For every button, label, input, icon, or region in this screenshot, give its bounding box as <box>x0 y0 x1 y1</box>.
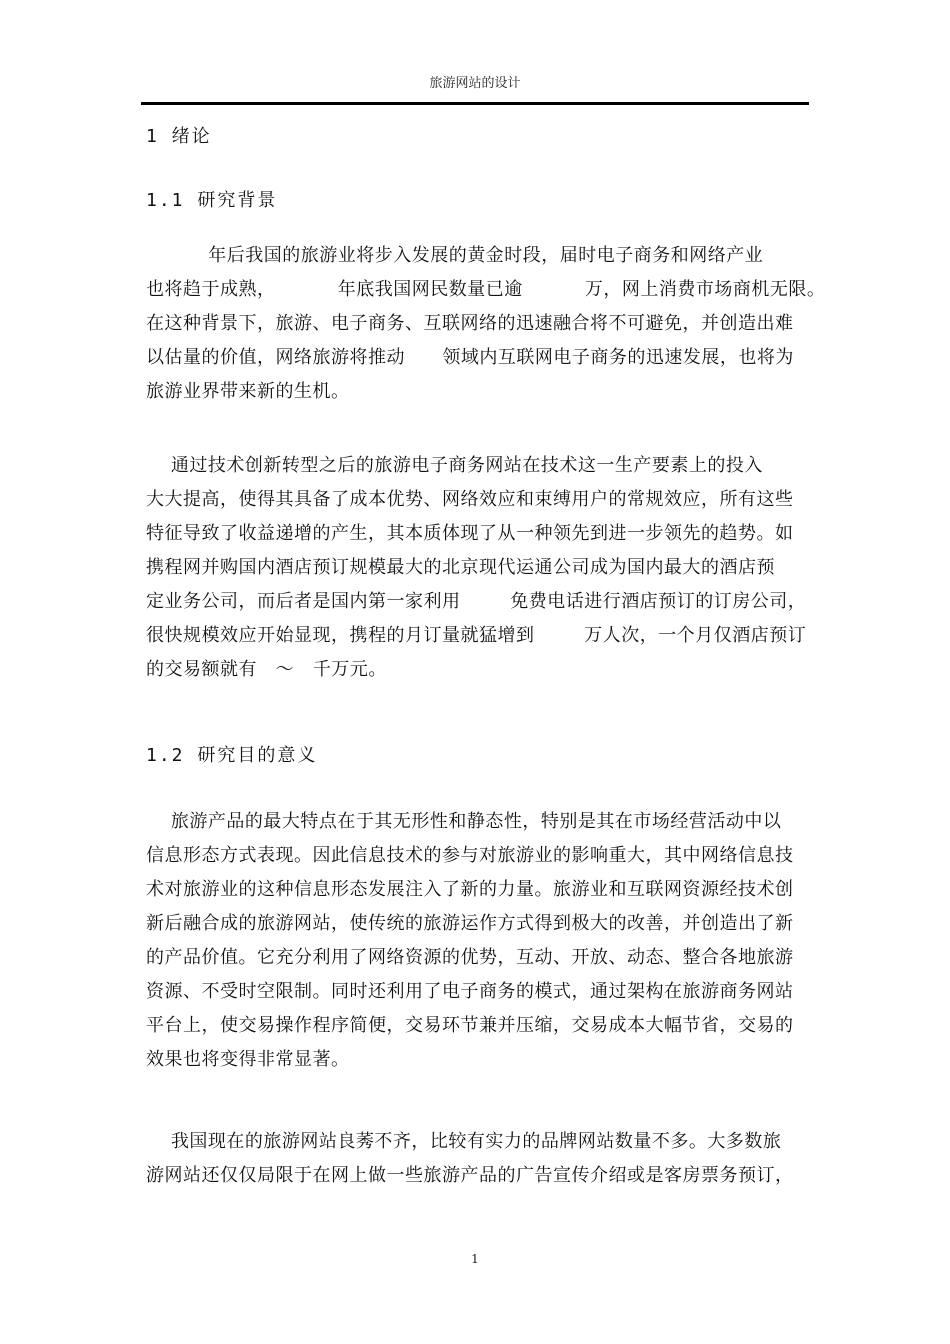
text-line: 术对旅游业的这种信息形态发展注入了新的力量。旅游业和互联网资源经技术创 <box>146 879 794 900</box>
text-line: 的产品价值。它充分利用了网络资源的优势，互动、开放、动态、整合各地旅游 <box>146 947 794 968</box>
paragraph-2 <box>146 449 810 687</box>
text-line: 平台上，使交易操作程序简便，交易环节兼并压缩，交易成本大幅节省，交易的 <box>146 1015 794 1036</box>
text-line: 以估量的价值，网络旅游将推动 领域内互联网电子商务的迅速发展，也将为 <box>146 347 794 368</box>
text-line: 通过技术创新转型之后的旅游电子商务网站在技术这一生产要素上的投入 <box>146 455 763 476</box>
text-line: 旅游业界带来新的生机。 <box>146 381 350 402</box>
text-line: 新后融合成的旅游网站，使传统的旅游运作方式得到极大的改善，并创造出了新 <box>146 913 794 934</box>
text-line: 年后我国的旅游业将步入发展的黄金时段，届时电子商务和网络产业 <box>146 245 764 266</box>
text-line: 效果也将变得非常显著。 <box>146 1049 350 1070</box>
text-line: 旅游产品的最大特点在于其无形性和静态性，特别是其在市场经营活动中以 <box>146 811 782 832</box>
paragraph-3 <box>146 805 810 1077</box>
chapter-heading: 1 绪论 <box>146 126 212 147</box>
section-heading-1-2: 1.2 研究目的意义 <box>146 745 318 766</box>
text-line: 特征导致了收益递增的产生，其本质体现了从一种领先到进一步领先的趋势。如 <box>146 523 794 544</box>
text-line: 携程网并购国内酒店预订规模最大的北京现代运通公司成为国内最大的酒店预 <box>146 557 775 578</box>
text-line: 的交易额就有 ～ 千万元。 <box>146 659 387 680</box>
paragraph-1 <box>146 239 826 409</box>
section-heading-1-1: 1.1 研究背景 <box>146 190 278 211</box>
page-number: 1 <box>471 1252 479 1266</box>
text-line: 大大提高，使得其具备了成本优势、网络效应和束缚用户的常规效应，所有这些 <box>146 489 794 510</box>
text-line: 很快规模效应开始显现，携程的月订量就猛增到 万人次，一个月仅酒店预订 <box>146 625 807 646</box>
header-divider <box>141 102 809 105</box>
running-header: 旅游网站的设计 <box>429 76 521 91</box>
text-line: 定业务公司，而后者是国内第一家利用 免费电话进行酒店预订的订房公司， <box>146 591 807 612</box>
text-line: 游网站还仅仅局限于在网上做一些旅游产品的广告宣传介绍或是客房票务预订， <box>146 1165 794 1186</box>
text-line: 也将趋于成熟， 年底我国网民数量已逾 万，网上消费市场商机无限。 <box>146 279 826 300</box>
paragraph-4 <box>146 1125 810 1193</box>
text-line: 我国现在的旅游网站良莠不齐，比较有实力的品牌网站数量不多。大多数旅 <box>146 1131 782 1152</box>
text-line: 资源、不受时空限制。同时还利用了电子商务的模式，通过架构在旅游商务网站 <box>146 981 794 1002</box>
text-line: 信息形态方式表现。因此信息技术的参与对旅游业的影响重大，其中网络信息技 <box>146 845 794 866</box>
text-line: 在这种背景下，旅游、电子商务、互联网络的迅速融合将不可避免，并创造出难 <box>146 313 794 334</box>
